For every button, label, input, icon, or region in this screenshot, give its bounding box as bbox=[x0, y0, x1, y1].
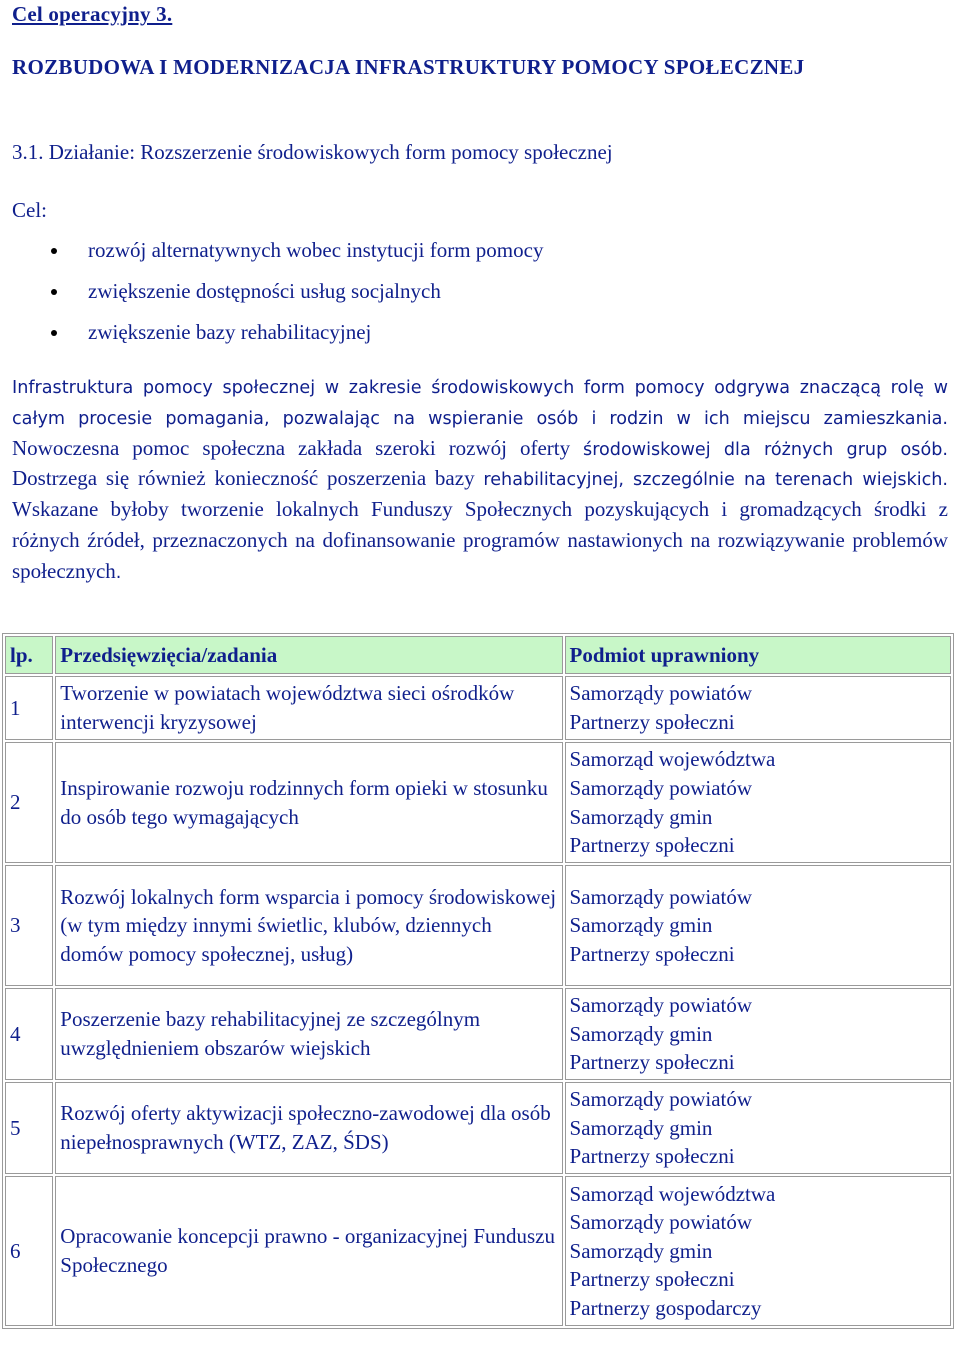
row-subjects bbox=[565, 865, 951, 986]
goal-text: zwiększenie dostępności usług socjalnych bbox=[88, 279, 441, 303]
paragraph-part: Infrastruktura pomocy społecznej w zakresie środowiskowych form pomocy odgrywa znaczącą rolę w całym procesie pomagania, pozwalając na wspieranie osób i rodzin w ich miejscu zamieszkania. bbox=[12, 378, 948, 429]
paragraph-part: rehabilitacyjnej, szczególnie na terenach wiejskich. bbox=[483, 470, 948, 491]
row-lp: 2 bbox=[5, 742, 53, 863]
dzialanie-heading: 3.1. Działanie: Rozszerzenie środowiskowych form pomocy społecznej bbox=[12, 140, 613, 164]
bullet-icon bbox=[51, 289, 57, 295]
header-subject: Podmiot uprawniony bbox=[565, 636, 951, 674]
subject: Samorządy powiatów bbox=[569, 1087, 753, 1112]
table-row bbox=[5, 1082, 951, 1174]
tasks-table bbox=[2, 633, 954, 1329]
subject: Samorząd województwa bbox=[569, 747, 776, 772]
row-lp: 1 bbox=[5, 676, 53, 740]
paragraph-part: Nowoczesna pomoc społeczna zakłada szeroki rozwój oferty bbox=[12, 435, 584, 460]
goals-list bbox=[0, 233, 543, 356]
row-task: Inspirowanie rozwoju rodzinnych form opieki w stosunku do osób tego wymagających bbox=[55, 742, 562, 863]
subject: Partnerzy społeczni bbox=[569, 1267, 735, 1292]
table-row bbox=[5, 865, 951, 986]
row-subjects bbox=[565, 1176, 951, 1326]
subject: Partnerzy społeczni bbox=[569, 833, 735, 858]
header-task: Przedsięwzięcia/zadania bbox=[55, 636, 562, 674]
subject: Partnerzy gospodarczy bbox=[569, 1295, 762, 1320]
bullet-icon bbox=[51, 330, 57, 336]
subject: Samorządy gmin bbox=[569, 913, 713, 938]
row-lp: 5 bbox=[5, 1082, 53, 1174]
goal-item bbox=[0, 274, 543, 315]
subject: Samorządy powiatów bbox=[569, 681, 753, 706]
subject: Samorząd województwa bbox=[569, 1181, 776, 1206]
row-lp: 4 bbox=[5, 988, 53, 1080]
paragraph-part: środowiskowej dla różnych grup osób. bbox=[583, 439, 948, 460]
table-header-row bbox=[5, 636, 951, 674]
row-subjects bbox=[565, 1082, 951, 1174]
goal-text: zwiększenie bazy rehabilitacyjnej bbox=[88, 320, 372, 344]
subject: Samorządy powiatów bbox=[569, 993, 753, 1018]
subject: Samorządy gmin bbox=[569, 804, 713, 829]
subject: Partnerzy społeczni bbox=[569, 710, 735, 734]
goal-item bbox=[0, 233, 543, 274]
subject: Partnerzy społeczni bbox=[569, 1050, 735, 1075]
header-lp: lp. bbox=[5, 636, 53, 674]
description-paragraph bbox=[12, 374, 948, 588]
paragraph-part: Dostrzega się również konieczność poszerzenia bazy bbox=[12, 466, 484, 491]
subject: Samorządy gmin bbox=[569, 1021, 713, 1046]
goal-item bbox=[0, 315, 543, 356]
subject: Samorządy gmin bbox=[569, 1238, 713, 1263]
table-row bbox=[5, 1176, 951, 1326]
subject: Samorządy powiatów bbox=[569, 1210, 753, 1235]
subject: Samorządy gmin bbox=[569, 1115, 713, 1140]
row-subjects bbox=[565, 742, 951, 863]
bullet-icon bbox=[51, 248, 57, 254]
table-row bbox=[5, 676, 951, 740]
section-title: ROZBUDOWA I MODERNIZACJA INFRASTRUKTURY POMOCY SPOŁECZNEJ bbox=[12, 55, 805, 79]
row-task: Poszerzenie bazy rehabilitacyjnej ze szczególnym uwzględnieniem obszarów wiejskich bbox=[55, 988, 562, 1080]
paragraph-part: . bbox=[115, 562, 122, 583]
subject: Partnerzy społeczni bbox=[569, 941, 735, 966]
row-lp: 6 bbox=[5, 1176, 53, 1326]
row-subjects bbox=[565, 676, 951, 740]
row-task: Rozwój lokalnych form wsparcia i pomocy środowiskowej (w tym między innymi świetlic, klubów, dziennych domów pomocy społecznej, usług) bbox=[55, 865, 562, 986]
cel-operacyjny-heading: Cel operacyjny 3. bbox=[12, 2, 173, 26]
subject: Samorządy powiatów bbox=[569, 775, 753, 800]
cel-label: Cel: bbox=[12, 198, 47, 222]
row-task: Tworzenie w powiatach województwa sieci ośrodków interwencji kryzysowej bbox=[55, 676, 562, 740]
table-row bbox=[5, 988, 951, 1080]
subject: Partnerzy społeczni bbox=[569, 1144, 735, 1169]
row-task: Rozwój oferty aktywizacji społeczno-zawodowej dla osób niepełnosprawnych (WTZ, ZAZ, ŚDS) bbox=[55, 1082, 562, 1174]
row-lp: 3 bbox=[5, 865, 53, 986]
paragraph-part: Wskazane byłoby tworzenie lokalnych Funduszy Społecznych pozyskujących i gromadzących środki z różnych źródeł, przeznaczonych na dofinansowanie programów nastawionych na rozwiązywanie problemów społecznych bbox=[12, 497, 948, 583]
row-subjects bbox=[565, 988, 951, 1080]
subject: Samorządy powiatów bbox=[569, 884, 753, 909]
table-row bbox=[5, 742, 951, 863]
goal-text: rozwój alternatywnych wobec instytucji form pomocy bbox=[88, 238, 544, 262]
row-task: Opracowanie koncepcji prawno - organizacyjnej Funduszu Społecznego bbox=[55, 1176, 562, 1326]
